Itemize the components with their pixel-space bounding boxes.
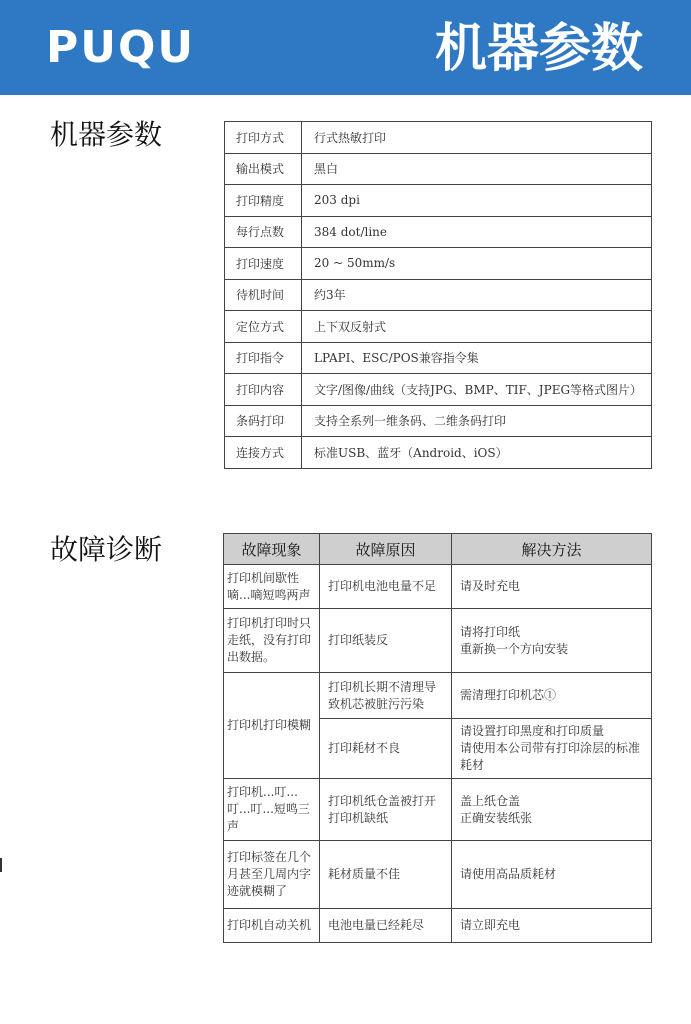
- spec-value: 支持全系列一维条码、二维条码打印: [302, 405, 652, 437]
- spec-value: LPAPI、ESC/POS兼容指令集: [302, 342, 652, 374]
- solution-line: 请将打印纸: [460, 624, 521, 639]
- cause-cell: 打印耗材不良: [320, 719, 452, 779]
- cause-cell: 打印纸装反: [320, 609, 452, 673]
- symptom-cell: 打印机...叮...叮...叮...短鸣三声: [224, 779, 320, 841]
- symptom-cell: 打印标签在几个月甚至几周内字迹就模糊了: [224, 841, 320, 909]
- solution-cell: 请使用高品质耗材: [452, 841, 652, 909]
- symptom-cell: 打印机自动关机: [224, 909, 320, 943]
- spec-row: [225, 122, 652, 154]
- spec-row: [225, 342, 652, 374]
- spec-key: 每行点数: [225, 216, 302, 248]
- specs-section-title: 机器参数: [50, 118, 163, 151]
- symptom-cell: 打印机打印时只走纸，没有打印出数据。: [224, 609, 320, 673]
- spec-row: [225, 153, 652, 185]
- spec-row: [225, 279, 652, 311]
- solution-line: 正确安装纸张: [460, 810, 533, 825]
- spec-key: 打印速度: [225, 248, 302, 280]
- solution-cell: 需清理打印机芯①: [452, 673, 652, 719]
- spec-row: [225, 374, 652, 406]
- solution-cell: [452, 719, 652, 779]
- solution-line: 盖上纸仓盖: [460, 793, 521, 808]
- spec-key: 打印内容: [225, 374, 302, 406]
- table-row: [224, 609, 652, 673]
- spec-key: 输出模式: [225, 153, 302, 185]
- spec-value: 标准USB、蓝牙（Android、iOS）: [302, 437, 652, 469]
- symptom-cell: 打印机打印模糊: [224, 673, 320, 779]
- spec-row: [225, 248, 652, 280]
- spec-row: [225, 437, 652, 469]
- spec-row: [225, 216, 652, 248]
- cause-cell: 打印机纸仓盖被打开打印机缺纸: [320, 779, 452, 841]
- spec-row: [225, 185, 652, 217]
- cause-cell: 打印机电池电量不足: [320, 565, 452, 609]
- spec-key: 条码打印: [225, 405, 302, 437]
- solution-line: 请使用本公司带有打印涂层的标准耗材: [460, 741, 641, 772]
- spec-value: 黑白: [302, 153, 652, 185]
- spec-value: 203 dpi: [302, 185, 652, 217]
- edge-mark: [0, 858, 2, 872]
- spec-value: 384 dot/line: [302, 216, 652, 248]
- symptom-cell: 打印机间歇性嘀...嘀短鸣两声: [224, 565, 320, 609]
- specs-table: [224, 121, 652, 469]
- header-solution: 解决方法: [452, 534, 652, 565]
- solution-cell: 请及时充电: [452, 565, 652, 609]
- spec-value: 约3年: [302, 279, 652, 311]
- diagnosis-table: [223, 533, 652, 943]
- solution-cell: [452, 779, 652, 841]
- header-cause: 故障原因: [320, 534, 452, 565]
- spec-key: 打印方式: [225, 122, 302, 154]
- table-row: [224, 909, 652, 943]
- header-bar: [0, 0, 691, 95]
- brand-logo: PUQU: [46, 22, 196, 73]
- spec-row: [225, 311, 652, 343]
- solution-line: 重新换一个方向安装: [460, 641, 569, 656]
- cause-cell: 电池电量已经耗尽: [320, 909, 452, 943]
- header-title: 机器参数: [434, 19, 643, 79]
- spec-value: 行式热敏打印: [302, 122, 652, 154]
- spec-key: 连接方式: [225, 437, 302, 469]
- diagnosis-section-title: 故障诊断: [50, 533, 163, 566]
- table-row: [224, 565, 652, 609]
- spec-key: 定位方式: [225, 311, 302, 343]
- cause-cell: 耗材质量不佳: [320, 841, 452, 909]
- table-row: [224, 673, 652, 719]
- spec-key: 打印指令: [225, 342, 302, 374]
- spec-key: 打印精度: [225, 185, 302, 217]
- header-symptom: 故障现象: [224, 534, 320, 565]
- table-row: [224, 779, 652, 841]
- spec-value: 上下双反射式: [302, 311, 652, 343]
- solution-cell: [452, 609, 652, 673]
- cause-cell: 打印机长期不清理导致机芯被脏污污染: [320, 673, 452, 719]
- table-header-row: [224, 534, 652, 565]
- spec-row: [225, 405, 652, 437]
- spec-value: 文字/图像/曲线（支持JPG、BMP、TIF、JPEG等格式图片）: [302, 374, 652, 406]
- spec-key: 待机时间: [225, 279, 302, 311]
- spec-value: 20 ~ 50mm/s: [302, 248, 652, 280]
- table-row: [224, 841, 652, 909]
- solution-cell: 请立即充电: [452, 909, 652, 943]
- solution-line: 请设置打印黑度和打印质量: [460, 724, 605, 738]
